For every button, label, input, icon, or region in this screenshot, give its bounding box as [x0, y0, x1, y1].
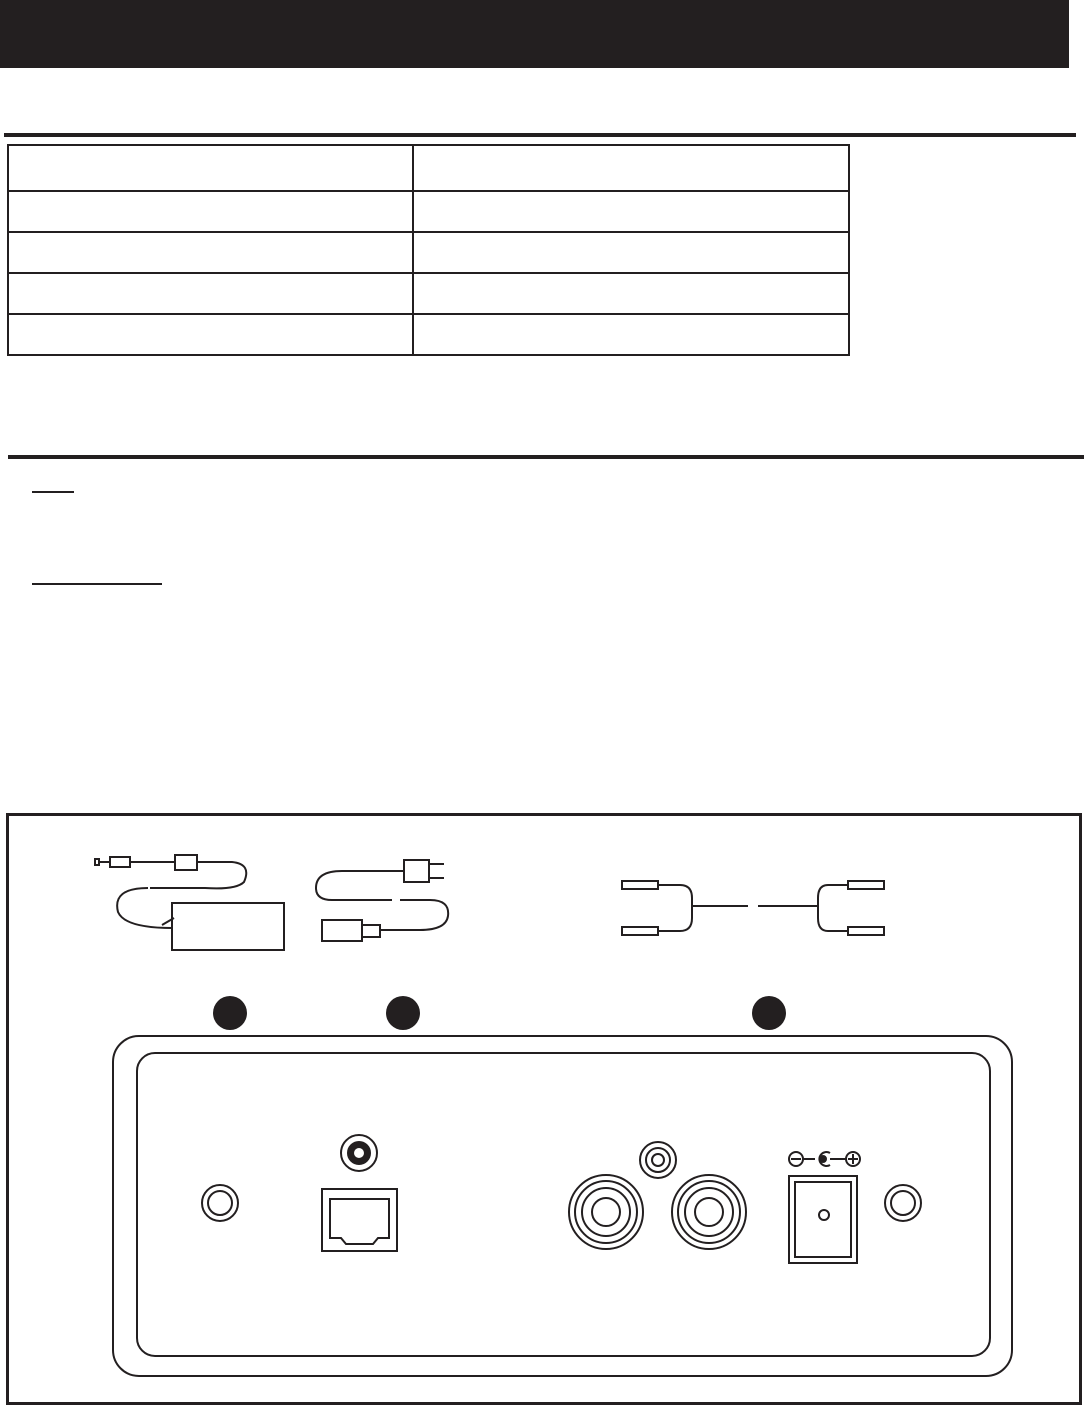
power-cord-icon: [316, 860, 448, 941]
optical-port-icon: [322, 1189, 397, 1251]
polarity-symbol-icon: [789, 1152, 860, 1166]
dc-in-jack-icon: [789, 1176, 857, 1263]
right-round-jack-icon: [885, 1185, 921, 1221]
rca-cable-icon: [622, 881, 884, 935]
ground-post-icon: [341, 1135, 377, 1171]
item-marker-2: [386, 996, 420, 1030]
rca-small-jack-icon: [640, 1142, 676, 1178]
left-round-jack-icon: [202, 1185, 238, 1221]
rear-panel-inner: [137, 1053, 990, 1356]
rca-right-jack-icon: [672, 1175, 746, 1249]
power-adapter-icon: [95, 855, 284, 950]
rear-panel-outer: [113, 1036, 1012, 1376]
item-marker-3: [752, 996, 786, 1030]
rca-left-jack-icon: [569, 1175, 643, 1249]
item-marker-1: [213, 996, 247, 1030]
